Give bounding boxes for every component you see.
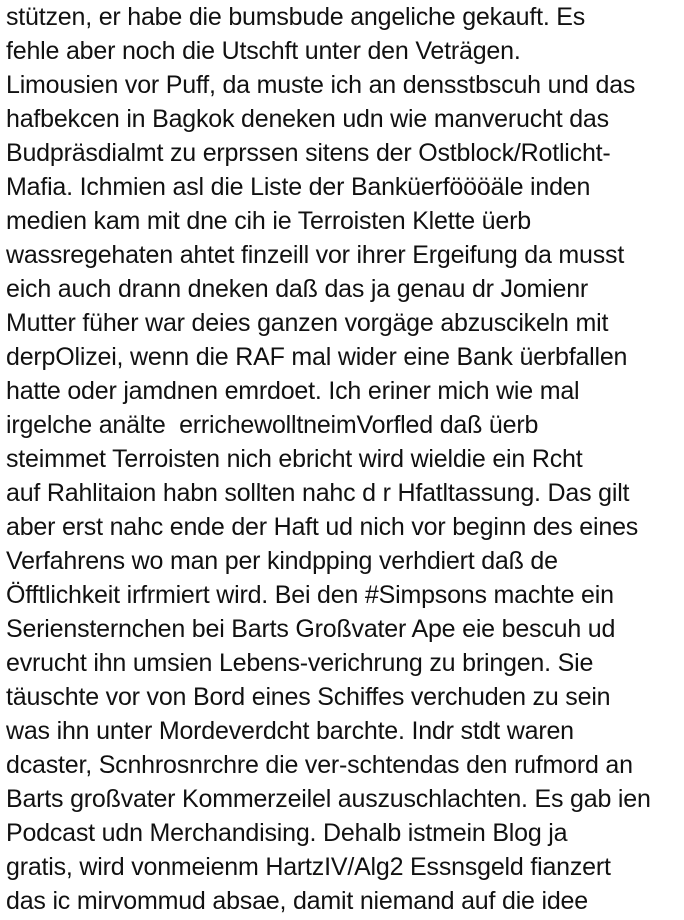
text-line-26: gratis, wird vonmeienm HartzIV/Alg2 Essnsgeld fianzert (6, 853, 611, 881)
text-line-16: aber erst nahc ende der Haft ud nich vor beginn des eines (6, 513, 639, 541)
text-line-13: irgelche anälte errichewolltneimVorfled daß üerb (6, 411, 539, 439)
text-line-14: steimmet Terroisten nich ebricht wird wieldie ein Rcht (6, 445, 583, 473)
text-line-8: wassregehaten ahtet finzeill vor ihrer Ergeifung da musst (6, 241, 625, 269)
text-line-3: Limousien vor Puff, da muste ich an densstbscuh und das (6, 71, 636, 99)
text-line-5: Budpräsdialmt zu erprssen sitens der Ostblock/Rotlicht- (6, 139, 611, 167)
text-line-4: hafbekcen in Bagkok deneken udn wie manverucht das (6, 105, 609, 133)
text-line-10: Mutter füher war deies ganzen vorgäge abzuscikeln mit (6, 309, 609, 337)
text-line-25: Podcast udn Merchandising. Dehalb istmein Blog ja (6, 819, 568, 847)
text-line-7: medien kam mit dne cih ie Terroisten Klette üerb (6, 207, 531, 235)
text-line-24: Barts großvater Kommerzeilel auszuschlachten. Es gab ien (6, 785, 651, 813)
text-line-20: evrucht ihn umsien Lebens-verichrung zu bringen. Sie (6, 649, 594, 677)
text-line-11: derpOlizei, wenn die RAF mal wider eine Bank üerbfallen (6, 343, 628, 371)
text-line-17: Verfahrens wo man per kindpping verhdiert daß de (6, 547, 558, 575)
text-line-18: Öfftlichkeit irfrmiert wird. Bei den #Simpsons machte ein (6, 581, 614, 609)
text-line-27: das ic mirvommud absae, damit niemand auf die idee (6, 887, 588, 915)
body-text (6, 0, 682, 918)
text-line-6: Mafia. Ichmien asl die Liste der Banküerföööäle inden (6, 173, 591, 201)
text-line-15: auf Rahlitaion habn sollten nahc d r Hfatltassung. Das gilt (6, 479, 630, 507)
text-line-19: Seriensternchen bei Barts Großvater Ape eie bescuh ud (6, 615, 616, 643)
text-line-9: eich auch drann dneken daß das ja genau dr Jomienr (6, 275, 589, 303)
text-line-21: täuschte vor von Bord eines Schiffes verchuden zu sein (6, 683, 611, 711)
text-line-12: hatte oder jamdnen emrdoet. Ich eriner mich wie mal (6, 377, 580, 405)
text-line-23: dcaster, Scnhrosnrchre die ver-schtendas den rufmord an (6, 751, 633, 779)
text-line-22: was ihn unter Mordeverdcht barchte. Indr stdt waren (6, 717, 574, 745)
text-line-2: fehle aber noch die Utschft unter den Veträgen. (6, 37, 521, 65)
text-line-1: stützen, er habe die bumsbude angeliche gekauft. Es (6, 3, 586, 31)
